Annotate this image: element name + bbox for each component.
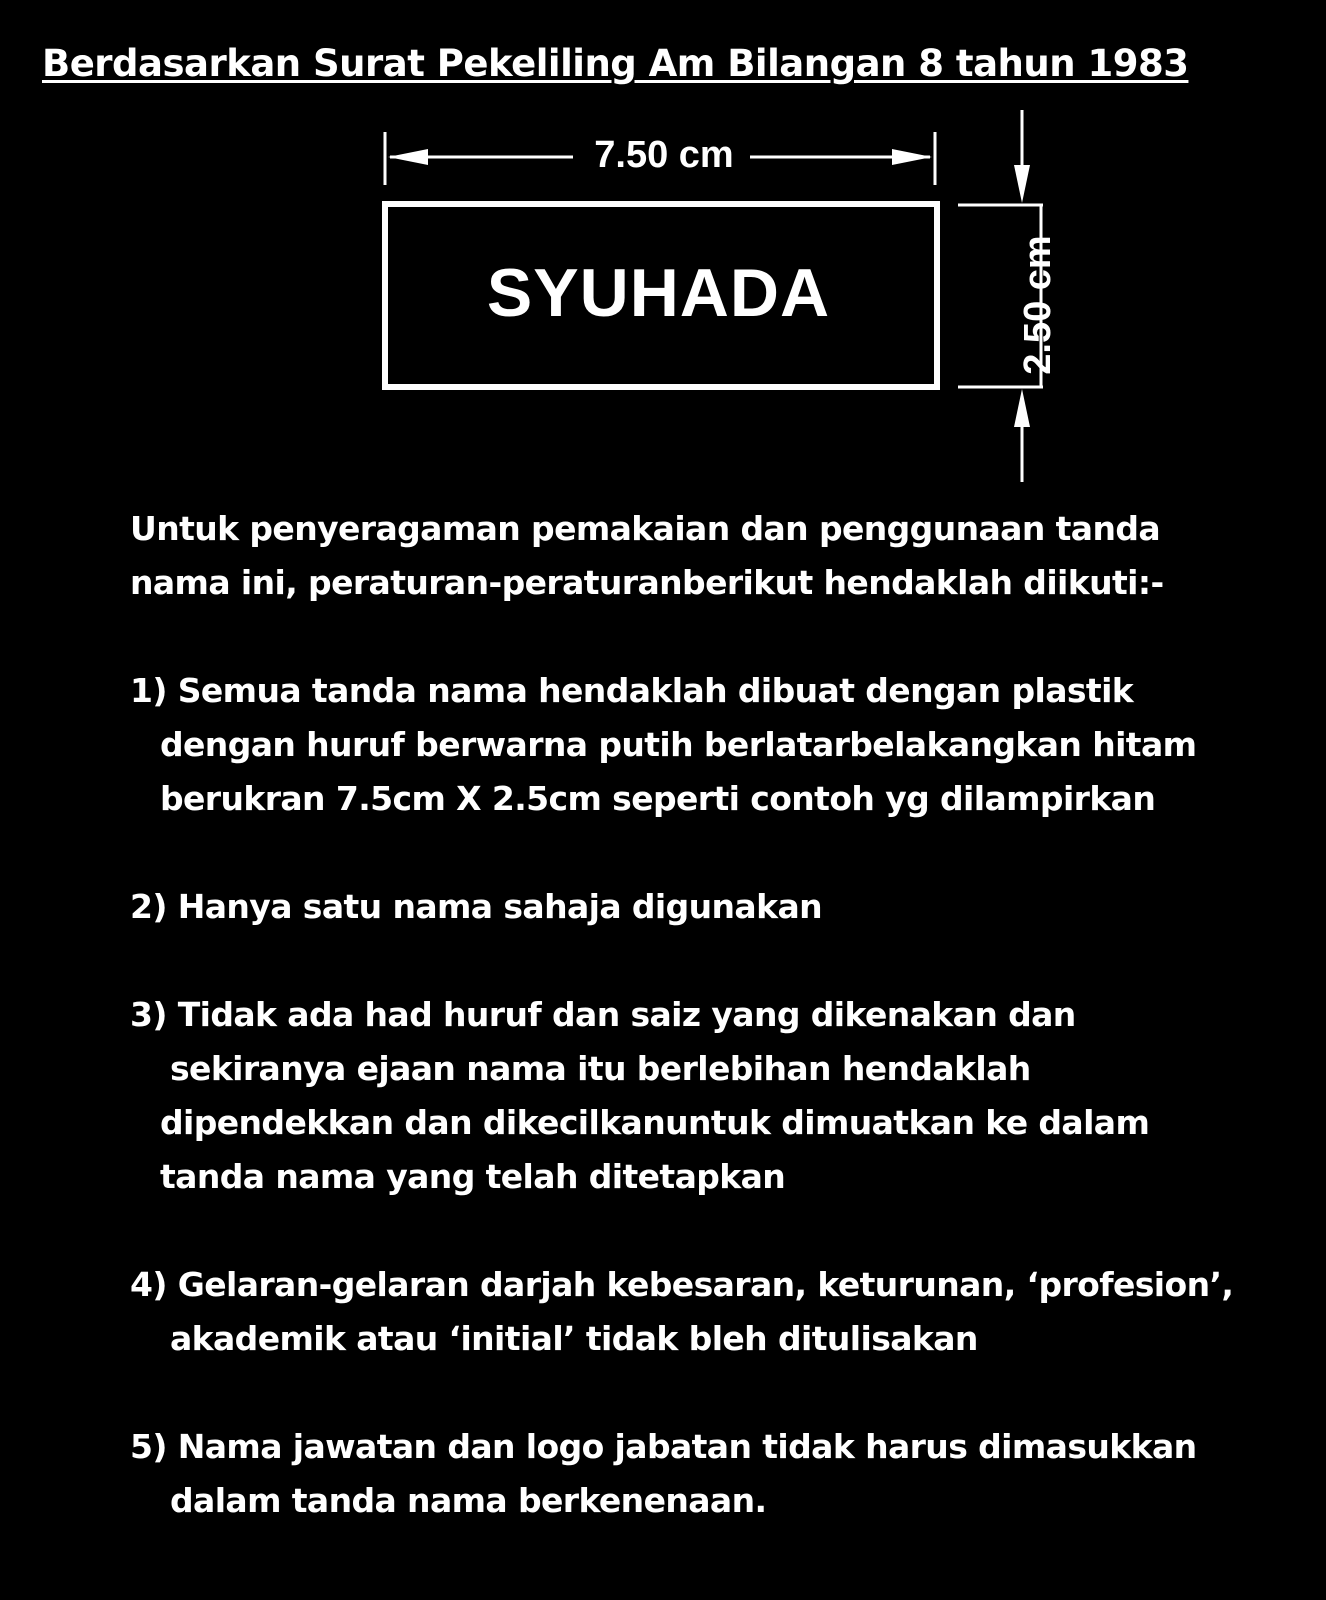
rule-3-line: dipendekkan dan dikecilkanuntuk dimuatkan ke dalam bbox=[160, 1103, 1150, 1142]
arrow-right-icon bbox=[892, 149, 932, 165]
rule-3-line: 3) Tidak ada had huruf dan saiz yang dikenakan dan bbox=[130, 995, 1076, 1034]
rule-2-line: 2) Hanya satu nama sahaja digunakan bbox=[130, 887, 823, 926]
rule-1-line: dengan huruf berwarna putih berlatarbelakangkan hitam bbox=[160, 725, 1197, 764]
rule-3-line: tanda nama yang telah ditetapkan bbox=[160, 1157, 786, 1196]
intro-line: Untuk penyeragaman pemakaian dan penggunaan tanda bbox=[130, 509, 1161, 548]
regulations-text bbox=[130, 502, 1310, 1528]
rule-4-line: akademik atau ‘initial’ tidak bleh ditulisakan bbox=[170, 1319, 978, 1358]
arrow-down-icon bbox=[1014, 165, 1030, 203]
intro-line: nama ini, peraturan-peraturanberikut hendaklah diikuti:- bbox=[130, 563, 1164, 602]
document-title: Berdasarkan Surat Pekeliling Am Bilangan 8 tahun 1983 bbox=[42, 42, 1189, 85]
height-label: 2.50 cm bbox=[1017, 235, 1059, 375]
arrow-up-icon bbox=[1014, 389, 1030, 427]
rule-3-line: sekiranya ejaan nama itu berlebihan hendaklah bbox=[170, 1049, 1031, 1088]
arrow-left-icon bbox=[388, 149, 428, 165]
rule-5-line: dalam tanda nama berkenenaan. bbox=[170, 1481, 767, 1520]
dimension-lines bbox=[0, 0, 1326, 500]
rule-1-line: berukran 7.5cm X 2.5cm seperti contoh yg dilampirkan bbox=[160, 779, 1156, 818]
rule-4-line: 4) Gelaran-gelaran darjah kebesaran, keturunan, ‘profesion’, bbox=[130, 1265, 1234, 1304]
nameplate-diagram bbox=[0, 0, 1326, 500]
rule-5-line: 5) Nama jawatan dan logo jabatan tidak harus dimasukkan bbox=[130, 1427, 1197, 1466]
width-label: 7.50 cm bbox=[594, 134, 734, 176]
rule-1-line: 1) Semua tanda nama hendaklah dibuat dengan plastik bbox=[130, 671, 1134, 710]
nameplate-sample-name: SYUHADA bbox=[486, 255, 831, 331]
